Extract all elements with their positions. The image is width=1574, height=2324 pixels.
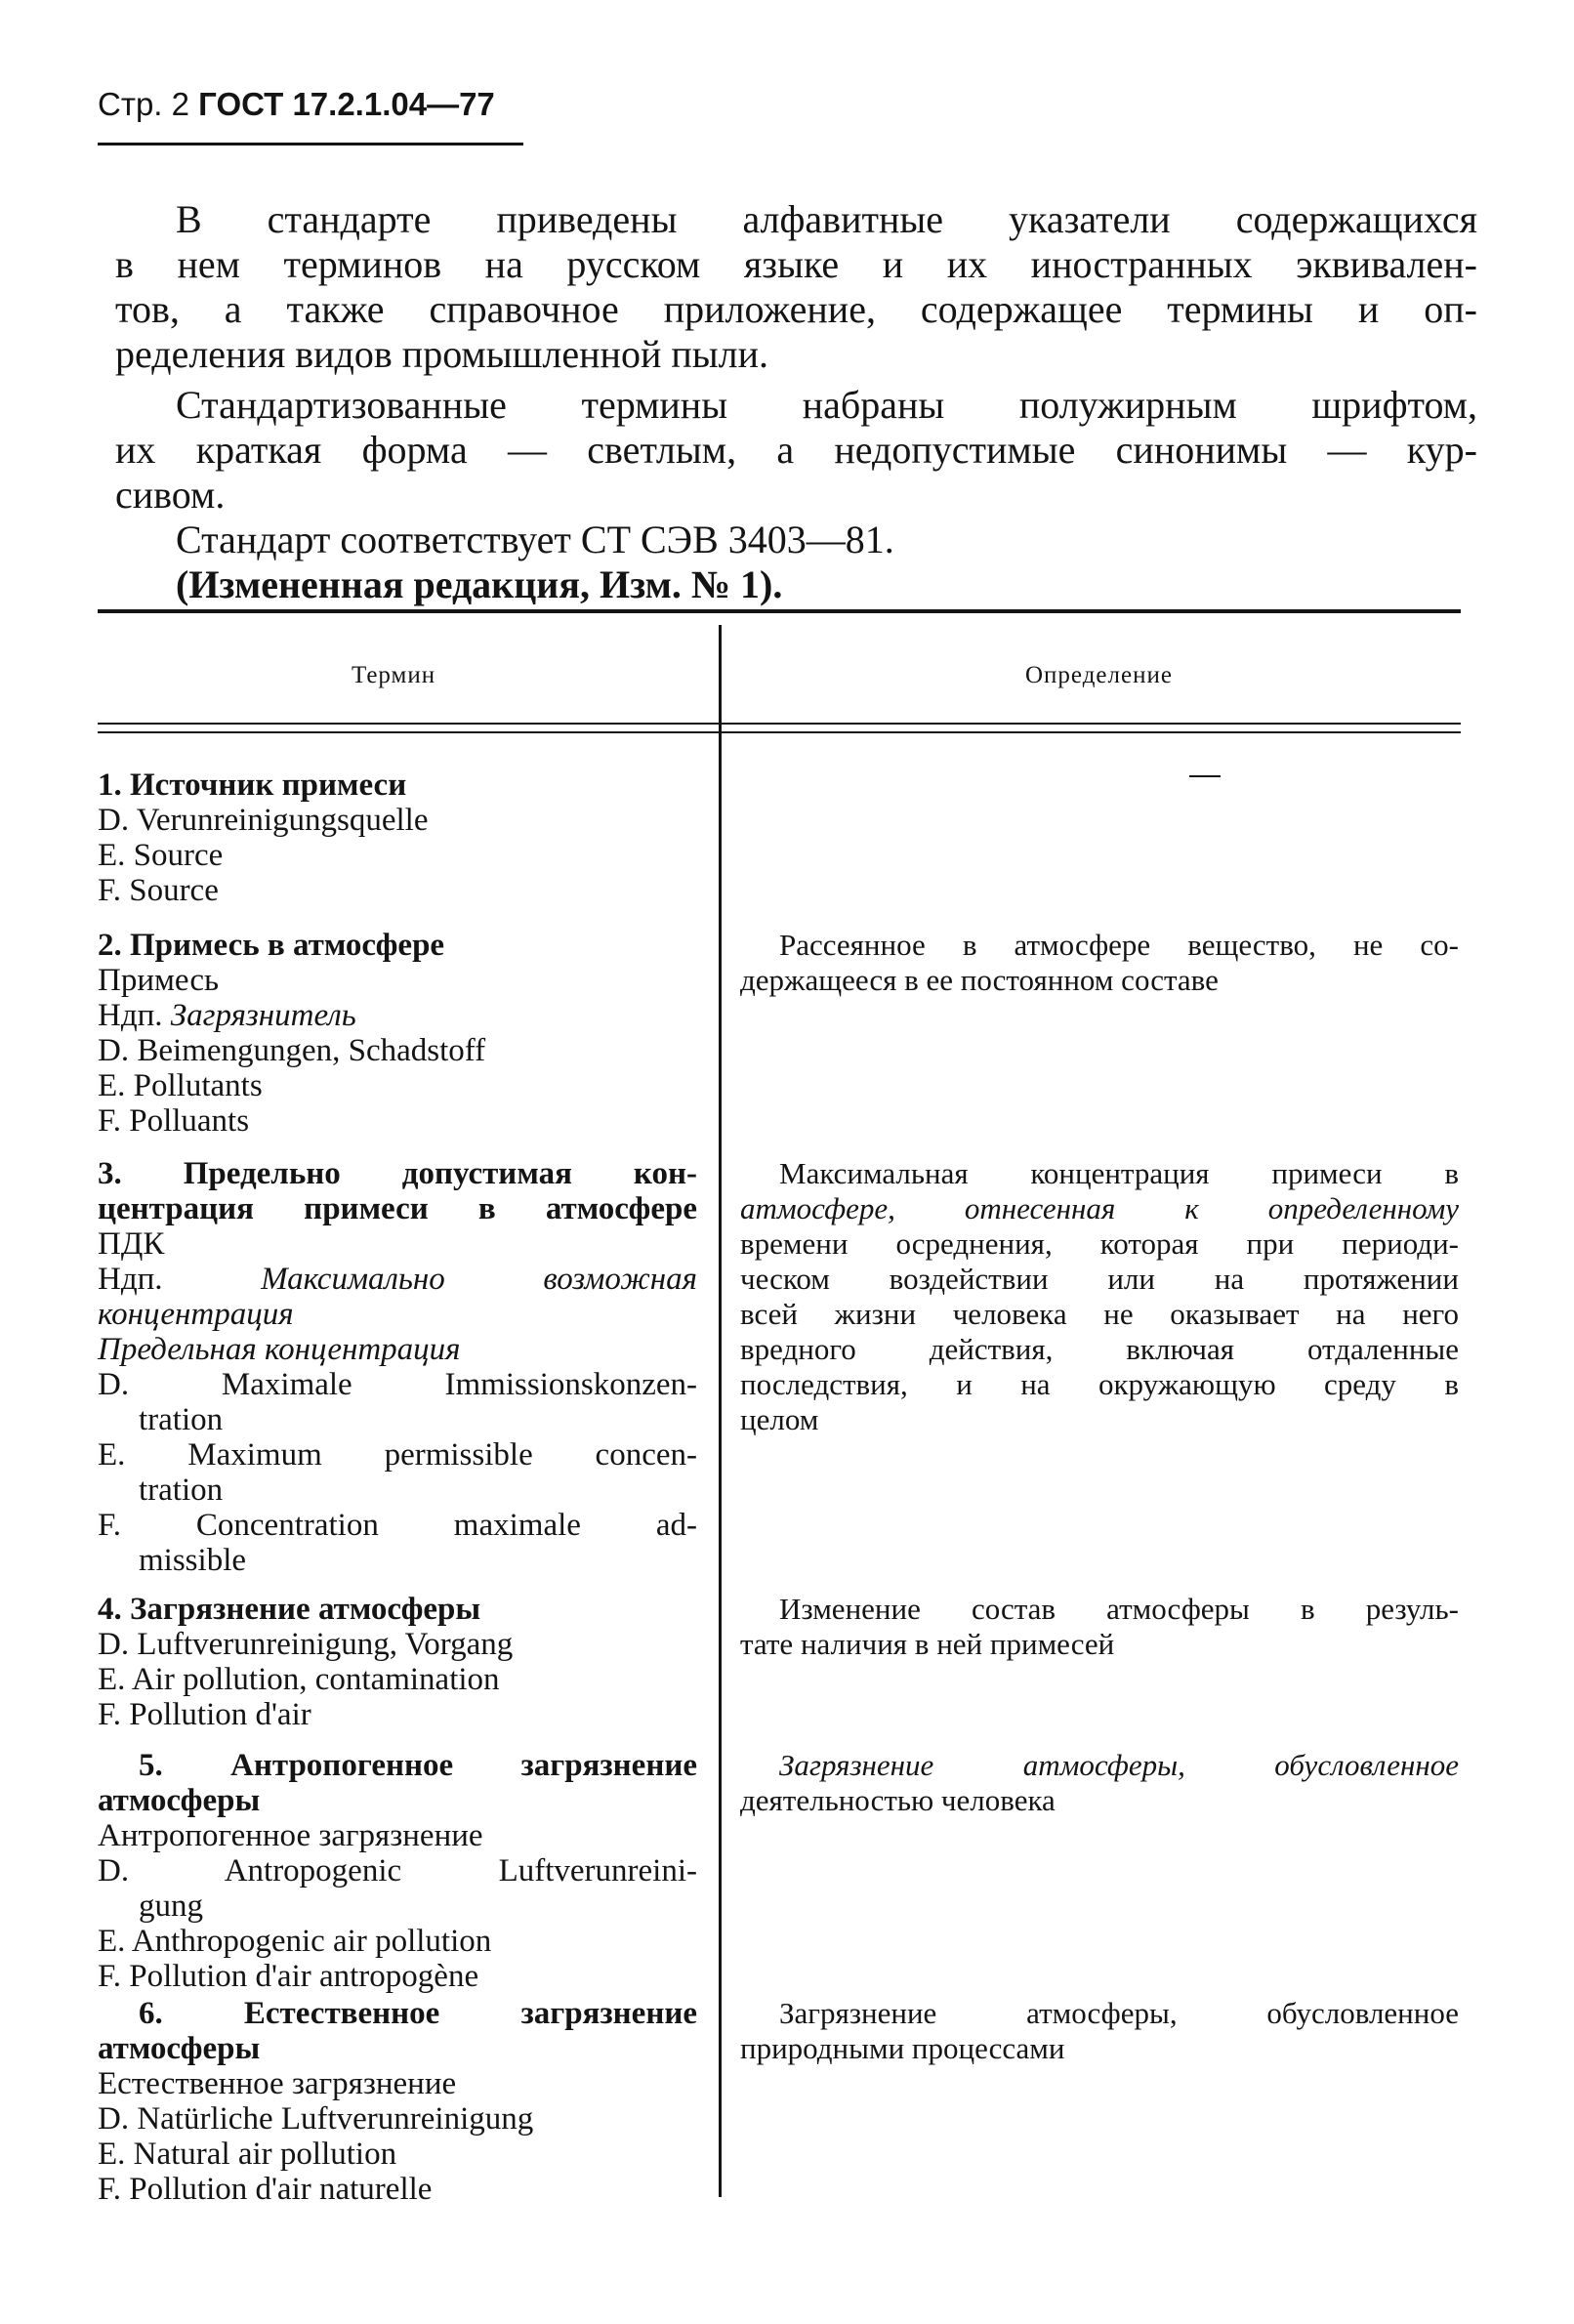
- definition-line: целом: [740, 1402, 819, 1436]
- definition-line: атмосфере, отнесенная к определенному: [740, 1191, 1459, 1225]
- definition-line: деятельностью человека: [740, 1783, 1056, 1817]
- term-title: атмосферы: [98, 2031, 261, 2066]
- term-title: 3. Предельно допустимая кон-: [98, 1156, 697, 1191]
- amendment-note: [115, 562, 1477, 607]
- foreign-equivalent: E. Air pollution, contamination: [98, 1662, 500, 1697]
- ndp-label: Ндп.: [98, 998, 163, 1033]
- definition-line: времени осреднения, которая при периоди-: [740, 1226, 1459, 1261]
- term-cell: [98, 1592, 697, 1732]
- foreign-equivalent: D. Natürliche Luftverunreinigung: [98, 2101, 534, 2137]
- foreign-equivalent: E. Maximum permissible concen-: [98, 1437, 697, 1473]
- definition-cell: [740, 928, 1459, 998]
- term-title: 6. Естественное загрязнение: [139, 1996, 697, 2031]
- text-line: в нем терминов на русском языке и их иностранных эквивален-: [115, 242, 1477, 286]
- rejected-synonym: Загрязнитель: [170, 998, 356, 1033]
- definition-line: Изменение состав атмосферы в резуль-: [779, 1592, 1459, 1626]
- foreign-equivalent: gung: [139, 1888, 203, 1924]
- standard-number: ГОСТ 17.2.1.04—77: [198, 86, 495, 122]
- text-line: Стандартизованные термины набраны полужирным шрифтом,: [176, 383, 1477, 427]
- text-line: Стандарт соответствует СТ СЭВ 3403—81.: [176, 518, 894, 561]
- short-form: Естественное загрязнение: [98, 2066, 457, 2101]
- definition-line: держащееся в ее постоянном составе: [740, 963, 1219, 997]
- foreign-equivalent: F. Pollution d'air naturelle: [98, 2172, 433, 2207]
- text-line: (Измененная редакция, Изм. № 1).: [176, 562, 783, 606]
- definition-line: тате наличия в ней примесей: [740, 1627, 1115, 1661]
- foreign-equivalent: tration: [139, 1473, 224, 1508]
- definition-cell: [740, 1748, 1459, 1818]
- foreign-equivalent: D. Maximale Immissionskonzen-: [98, 1367, 697, 1402]
- foreign-equivalent: F. Pollution d'air: [98, 1697, 311, 1732]
- short-form: ПДК: [98, 1226, 165, 1262]
- foreign-equivalent: E. Pollutants: [98, 1068, 263, 1103]
- rejected-synonym: Максимально возможная: [261, 1262, 698, 1297]
- definition-line: Загрязнение атмосферы, обусловленное: [779, 1748, 1459, 1782]
- foreign-equivalent: E. Natural air pollution: [98, 2137, 397, 2172]
- term-title: атмосферы: [98, 1783, 261, 1818]
- term-cell: [98, 1748, 697, 1994]
- definition-line: природными процессами: [740, 2031, 1065, 2065]
- definition-line: последствия, и на окружающую среду в: [740, 1367, 1459, 1401]
- intro-paragraph-2: [115, 383, 1477, 518]
- term-title: 2. Примесь в атмосфере: [98, 928, 445, 963]
- definition-cell: [740, 1996, 1459, 2066]
- text-line: В стандарте приведены алфавитные указатели содержащихся: [176, 197, 1477, 241]
- column-divider: [719, 625, 722, 2197]
- foreign-equivalent: D. Beimengungen, Schadstoff: [98, 1033, 486, 1068]
- intro-paragraph-3: [115, 518, 1477, 562]
- column-header-term: Термин: [352, 662, 436, 688]
- ndp-label: Ндп.: [98, 1262, 163, 1297]
- term-cell: [98, 1996, 697, 2207]
- foreign-equivalent: F. Pollution d'air antropogène: [98, 1959, 479, 1994]
- text-line: тов, а также справочное приложение, содержащее термины и оп-: [115, 287, 1477, 331]
- foreign-equivalent: E. Anthropogenic air pollution: [98, 1924, 492, 1959]
- table-top-rule: [98, 609, 1461, 613]
- intro-paragraph-1: [115, 197, 1477, 377]
- text-line: их краткая форма — светлым, а недопустимые синонимы — кур-: [115, 428, 1477, 472]
- rejected-synonym: концентрация: [98, 1297, 294, 1332]
- short-form: Примесь: [98, 963, 220, 998]
- table-header-rule: [98, 731, 1461, 733]
- term-cell: [98, 1156, 697, 1578]
- term-cell: [98, 768, 697, 908]
- definition-line: Загрязнение атмосферы, обусловленное: [779, 1996, 1459, 2030]
- foreign-equivalent: D. Luftverunreinigung, Vorgang: [98, 1627, 514, 1662]
- rejected-synonym: Предельная концентрация: [98, 1332, 461, 1367]
- foreign-equivalent: tration: [139, 1402, 224, 1437]
- definition-line: ческом воздействии или на протяжении: [740, 1262, 1459, 1296]
- term-title: 4. Загрязнение атмосферы: [98, 1592, 481, 1627]
- foreign-equivalent: F. Concentration maximale ad-: [98, 1508, 697, 1543]
- term-cell: [98, 928, 697, 1139]
- definition-line: Рассеянное в атмосфере вещество, не со-: [779, 928, 1459, 962]
- definition-line: Максимальная концентрация примеси в: [779, 1156, 1459, 1190]
- definition-cell: [740, 1156, 1459, 1437]
- table-header-rule: [98, 723, 1461, 725]
- text-line: сивом.: [115, 473, 226, 517]
- foreign-equivalent: E. Source: [98, 838, 224, 873]
- definition-line: вредного действия, включая отдаленные: [740, 1332, 1459, 1366]
- header-underline: [98, 143, 523, 145]
- foreign-equivalent: F. Polluants: [98, 1103, 250, 1139]
- foreign-equivalent: missible: [139, 1543, 247, 1578]
- definition-cell: [740, 1592, 1459, 1662]
- term-title: 1. Источник примеси: [98, 768, 407, 803]
- term-title: центрация примеси в атмосфере: [98, 1191, 697, 1226]
- definition-line: всей жизни человека не оказывает на него: [740, 1297, 1459, 1331]
- foreign-equivalent: D. Verunreinigungsquelle: [98, 803, 429, 838]
- page-number: Стр. 2: [98, 86, 189, 122]
- foreign-equivalent: D. Antropogenic Luftverunreini-: [98, 1853, 697, 1888]
- no-definition-dash: [1189, 775, 1221, 777]
- text-line: ределения видов промышленной пыли.: [115, 332, 769, 376]
- page-header: [98, 86, 495, 123]
- foreign-equivalent: F. Source: [98, 873, 219, 908]
- term-title: 5. Антропогенное загрязнение: [139, 1748, 697, 1783]
- short-form: Антропогенное загрязнение: [98, 1818, 483, 1853]
- column-header-definition: Определение: [1025, 662, 1173, 688]
